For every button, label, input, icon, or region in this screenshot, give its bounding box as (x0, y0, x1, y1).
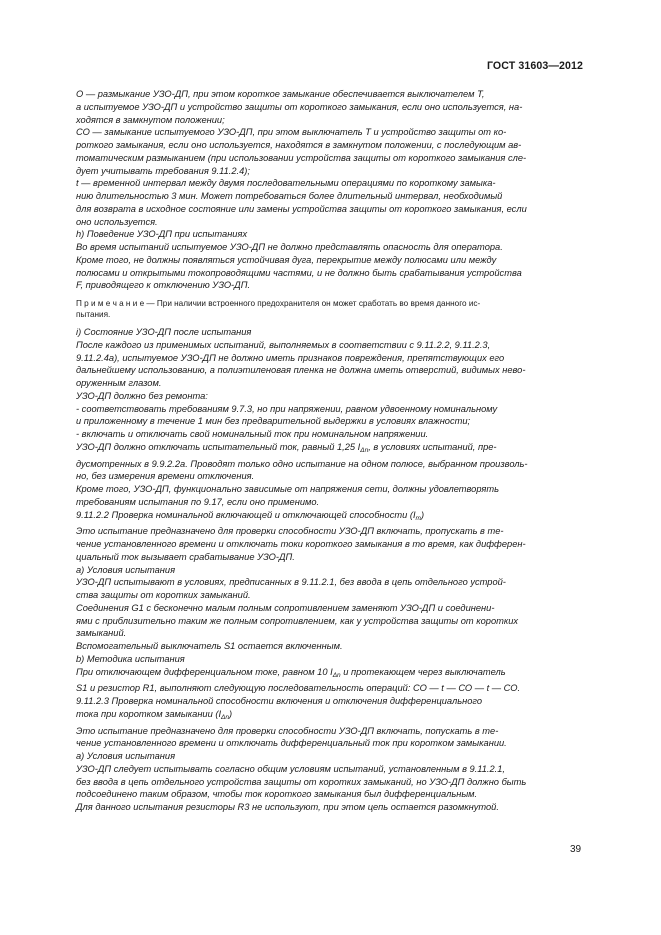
text-line: а) Условия испытания (76, 751, 176, 761)
text-line: Соединения G1 с бесконечно малым полным сопротивлением заменяют УЗО-ДП и соединени- (76, 602, 495, 613)
text-block-6 (76, 725, 583, 814)
note-block (76, 298, 583, 320)
text-line: дальнейшему использованию, а полиэтиленовая пленка не должна иметь отверстий, видимых нево- (76, 365, 526, 376)
text-line: чение установленного времени и отключать дифференциальный ток при коротком замыкании. (76, 738, 507, 749)
text-line: Это испытание предназначено для проверки способности УЗО-ДП включать, пропускать в те- (76, 526, 504, 537)
text-line: а) Условия испытания (76, 564, 176, 575)
text-line: полюсами и открытыми токопроводящими частями, и не должно быть срабатывания устройства (76, 267, 522, 278)
text-line: b) Методика испытания (76, 653, 185, 664)
text-line: и приложенному в течение 1 мин без предварительной выдержки в условиях влажности; (76, 416, 471, 427)
text-block-4 (76, 525, 583, 665)
text-line: подсоединено таким образом, чтобы ток короткого замыкания был дифференциальным. (76, 789, 478, 800)
text-line: чение установленного времени и отключать токи короткого замыкания в то время, как дифферен- (76, 539, 526, 549)
text-line: ства защиты от коротких замыканий. (76, 590, 251, 600)
text-line: дусмотренных в 9.9.2.2а. Проводят только одно испытание на одном полюсе, выбранном произволь- (76, 458, 528, 469)
text-line: Для данного испытания резисторы R3 не используют, при этом цепь остается разомкнутой. (76, 802, 499, 812)
text-line: i) Состояние УЗО-ДП после испытания (76, 327, 252, 337)
text-line: t — временной интервал между двумя последовательными операциями по короткому замыка- (76, 178, 496, 189)
text-line: нию длительностью 3 мин. Может потребоваться более длительный интервал, необходимый (76, 191, 503, 201)
note-label: П р и м е ч а н и е (76, 299, 145, 308)
text-block-1 (76, 88, 583, 292)
text-line: S1 и резистор R1, выполняют следующую последовательность операций: СО — t — СО — t — СО. (76, 683, 521, 694)
text-line: О — размыкание УЗО-ДП, при этом короткое замыкание обеспечивается выключателем Т, (76, 89, 485, 99)
text-line: для возврата в исходное состояние или замены устройства защиты от короткого замыкания, если (76, 203, 527, 214)
page-number: 39 (570, 844, 582, 855)
document-code: ГОСТ 31603—2012 (486, 60, 583, 72)
document-body (76, 88, 583, 814)
text-line: Кроме того, УЗО-ДП, функционально зависимые от напряжения сети, должны удовлетворять (76, 484, 500, 494)
text-line: УЗО-ДП испытывают в условиях, предписанных в 9.11.2.1, без ввода в цепь отдельного устрой- (76, 577, 506, 588)
text-line: ями с приблизительно таким же полным сопротивлением, как у устройства защиты от коротких (76, 615, 519, 626)
text-line: - включать и отключать свой номинальный ток при номинальном напряжении. (76, 429, 429, 439)
text-line: УЗО-ДП должно без ремонта: (76, 390, 208, 401)
section-heading-9-11-2-3-cont: тока при коротком замыкании $(I_{\Delta n})$ (76, 708, 233, 721)
text-line: дует учитывать требования 9.11.2.4); (76, 165, 250, 176)
text-line: СО — замыкание испытуемого УЗО-ДП, при этом выключатель Т и устройство защиты от ко- (76, 127, 507, 138)
text-line: Кроме того, не должны появляться устойчивая дуга, перекрытие между полюсами или между (76, 254, 497, 265)
text-line: h) Поведение УЗО-ДП при испытаниях (76, 229, 248, 240)
text-line: Во время испытаний испытуемое УЗО-ДП не должно представлять опасность для оператора. (76, 242, 503, 252)
text-line: а испытуемое УЗО-ДП и устройство защиты от короткого замыкания, если оно используется, на- (76, 101, 523, 112)
text-line: но, без измерения времени отключения. (76, 471, 255, 482)
text-line: роткого замыкания, если оно используется, находятся в замкнутом положении, с последующим ав- (76, 140, 522, 150)
text-block-5 (76, 682, 583, 708)
note-text-line-2: пытания. (76, 310, 111, 319)
text-line: 9.11.2.4а), испытуемое УЗО-ДП не должно иметь признаков повреждения, препятствующих его (76, 352, 505, 363)
text-line: Это испытание предназначено для проверки способности УЗО-ДП включать, попускать в те- (76, 725, 499, 736)
text-line: томатическим размыканием (при использовании устройства защиты от короткого замыкания сле- (76, 152, 527, 163)
text-line: УЗО-ДП следует испытывать согласно общим условиям испытаний, установленным в 9.11.2.1, (76, 763, 506, 774)
text-line: 9.11.2.3 Проверка номинальной способности включения и отключения дифференциального (76, 696, 483, 706)
text-block-2 (76, 326, 583, 441)
text-line: циальный ток вызывает срабатывание УЗО-ДП. (76, 551, 295, 562)
note-text-line-1: — При наличии встроенного предохранителя он может сработать во время данного ис- (144, 299, 481, 308)
text-block-3 (76, 458, 583, 509)
text-line: После каждого из применимых испытаний, выполняемых в соответствии с 9.11.2.2, 9.11.2.3, (76, 339, 491, 350)
line-residual-current: При отключающем дифференциальном токе, равном 10 $I_{\Delta n}$ и протекающем через выключатель (76, 666, 506, 679)
text-line: замыканий. (76, 628, 127, 639)
text-line: требованиям испытания по 9.17, если оно применимо. (76, 496, 320, 507)
text-line: F, приводящего к отключению УЗО-ДП. (76, 280, 251, 291)
text-line: - соответствовать требованиям 9.7.3, но при напряжении, равном удвоенному номинальному (76, 403, 498, 414)
section-heading-9-11-2-2: 9.11.2.2 Проверка номинальной включающей и отключающей способности $(I_m)$ (76, 509, 425, 522)
text-line: оно используется. (76, 216, 158, 227)
text-line: без ввода в цепь отдельного устройства защиты от коротких замыканий, но УЗО-ДП должно быть (76, 776, 527, 787)
text-line: Вспомогательный выключатель S1 остается включенным. (76, 641, 343, 651)
text-line: оруженным глазом. (76, 378, 162, 388)
line-test-current: УЗО-ДП должно отключать испытательный ток, равный 1,25 $I_{\Delta n}$, в условиях испытаний, пре- (76, 441, 497, 454)
text-line: ходятся в замкнутом положении; (76, 114, 225, 125)
